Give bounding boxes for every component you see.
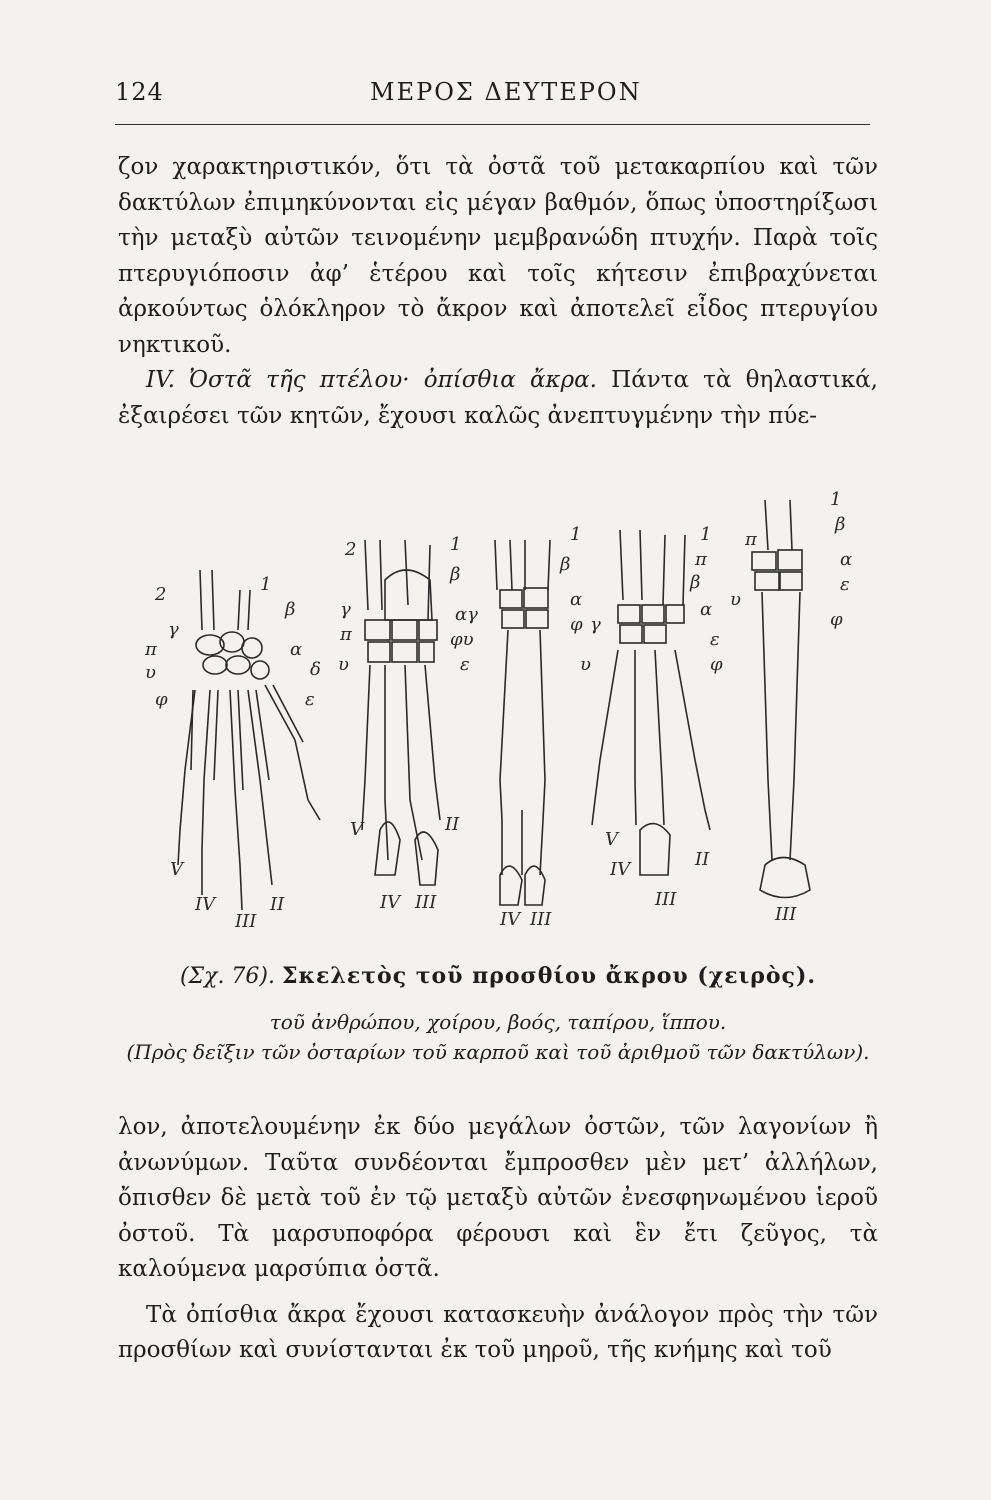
label-human-delta: δ: [310, 659, 321, 680]
label-ox-beta: β: [560, 554, 571, 575]
label-pig-beta: β: [450, 564, 461, 585]
figure-reference: (Σχ. 76).: [179, 964, 275, 989]
label-tapir-upsilon: υ: [580, 654, 591, 675]
horse-foot: [752, 500, 810, 898]
section-text: Πάντα τὰ θηλαστικά, ἐξαιρέσει τῶν κητῶν, ἔχουσι καλῶς ἀνεπτυγμένην τὴν πύε-: [118, 367, 878, 429]
figure-caption-title: [118, 963, 878, 989]
figure-caption-note: (Πρὸς δεῖξιν τῶν ὀσταρίων τοῦ καρποῦ καὶ τοῦ ἀριθμοῦ τῶν δακτύλων).: [126, 1040, 870, 1064]
label-pig-III: III: [415, 892, 437, 913]
label-human-IV: IV: [195, 894, 216, 915]
label-human-gamma: γ: [168, 619, 179, 640]
human-hand: [178, 570, 320, 910]
label-human-epsilon: ε: [305, 689, 315, 710]
label-ox-phi: φ: [570, 614, 583, 635]
label-tapir-III: III: [655, 889, 677, 910]
label-pig-V: V: [350, 819, 363, 840]
label-ox-IV: IV: [500, 909, 521, 930]
label-tapir-II: II: [695, 849, 710, 870]
label-tapir-phi: φ: [710, 654, 723, 675]
top-paragraph-1: ζον χαρακτηριστικόν, ὅτι τὰ ὀστᾶ τοῦ μετακαρπίου καὶ τῶν δακτύλων ἐπιμηκύνονται εἰς μέγαν βαθμόν, ὅπως ὑποστηρίξωσι τὴν μεταξὺ αὐτῶν τεινομένην μεμβρανώδη πτυχήν. Παρὰ τοῖς πτερυγιόποσιν ἀφ’ ἑτέρου καὶ τοῖς κήτεσιν ἐπιβραχύνεται ἀρκούντως ὁλόκληρον τὸ ἄκρον καὶ ἀποτελεῖ εἶδος πτερυγίου νηκτικοῦ.: [118, 154, 878, 358]
label-horse-pi: π: [745, 529, 757, 550]
label-horse-beta: β: [835, 514, 846, 535]
label-horse-phi: φ: [830, 609, 843, 630]
page-number: 124: [115, 78, 164, 106]
label-horse-epsilon: ε: [840, 574, 850, 595]
label-human-beta: β: [285, 599, 296, 620]
label-human-phi: φ: [155, 689, 168, 710]
pig-foot: [362, 540, 440, 885]
running-title: ΜΕΡΟΣ ΔΕΥΤΕΡΟΝ: [370, 78, 642, 106]
label-horse-1: 1: [830, 489, 842, 510]
label-ox-1: 1: [570, 524, 582, 545]
label-human-2: 2: [155, 584, 167, 605]
page-header: [115, 74, 870, 114]
label-ox-III: III: [530, 909, 552, 930]
label-human-II: II: [270, 894, 285, 915]
section-heading: IV. Ὀστᾶ τῆς πτέλου· ὀπίσθια ἄκρα.: [146, 367, 597, 393]
label-tapir-pi: π: [695, 549, 707, 570]
label-pig-pi: π: [340, 624, 352, 645]
label-pig-1: 1: [450, 534, 462, 555]
label-pig-IV: IV: [380, 892, 401, 913]
label-tapir-gamma: γ: [590, 614, 601, 635]
label-ox-alpha: α: [570, 589, 583, 610]
label-tapir-IV: IV: [610, 859, 631, 880]
label-horse-III: III: [775, 904, 797, 925]
label-pig-II: II: [445, 814, 460, 835]
bottom-paragraph-1: λον, ἀποτελουμένην ἐκ δύο μεγάλων ὀστῶν, τῶν λαγονίων ἢ ἀνωνύμων. Ταῦτα συνδέονται ἔμπροσθεν μὲν μετ’ ἀλλήλων, ὄπισθεν δὲ μετὰ τοῦ ἐν τῷ μεταξὺ αὐτῶν ἐνεσφηνωμένου ἱεροῦ ὀστοῦ. Τὰ μαρσυποφόρα φέρουσι καὶ ἓν ἔτι ζεῦγος, τὰ καλούμενα μαρσύπια ὀστᾶ.: [118, 1114, 878, 1282]
label-human-pi: π: [145, 639, 157, 660]
label-tapir-1: 1: [700, 524, 712, 545]
label-pig-epsilon: ε: [460, 654, 470, 675]
bottom-text: [118, 1110, 878, 1369]
label-pig-phiupsilon: φυ: [450, 629, 474, 650]
label-pig-upsilon: υ: [338, 654, 349, 675]
label-horse-alpha: α: [840, 549, 853, 570]
figure-title: Σκελετὸς τοῦ προσθίου ἄκρου (χειρὸς).: [282, 963, 817, 989]
section-paragraph: [118, 363, 878, 434]
label-pig-gamma: γ: [340, 599, 351, 620]
label-tapir-V: V: [605, 829, 618, 850]
label-tapir-alpha: α: [700, 599, 713, 620]
label-human-alpha: α: [290, 639, 303, 660]
figure-skeletons: [140, 480, 870, 940]
bottom-paragraph-2: Τὰ ὀπίσθια ἄκρα ἔχουσι κατασκευὴν ἀνάλογον πρὸς τὴν τῶν προσθίων καὶ συνίστανται ἐκ τοῦ μηροῦ, τῆς κνήμης καὶ τοῦ: [118, 1301, 878, 1363]
label-horse-upsilon: υ: [730, 589, 741, 610]
label-tapir-beta: β: [690, 572, 701, 593]
header-rule: [115, 124, 870, 125]
label-human-upsilon: υ: [145, 662, 156, 683]
label-tapir-epsilon: ε: [710, 629, 720, 650]
label-pig-2: 2: [345, 539, 357, 560]
ox-foot: [495, 540, 550, 905]
skeleton-illustration: [140, 480, 870, 940]
label-human-V: V: [170, 859, 183, 880]
label-human-III: III: [235, 911, 257, 932]
label-human-1: 1: [260, 574, 272, 595]
figure-caption-species: τοῦ ἀνθρώπου, χοίρου, βοός, ταπίρου, ἵππου.: [269, 1010, 727, 1034]
top-text: [118, 150, 878, 434]
label-pig-alphagamma: αγ: [455, 604, 478, 625]
